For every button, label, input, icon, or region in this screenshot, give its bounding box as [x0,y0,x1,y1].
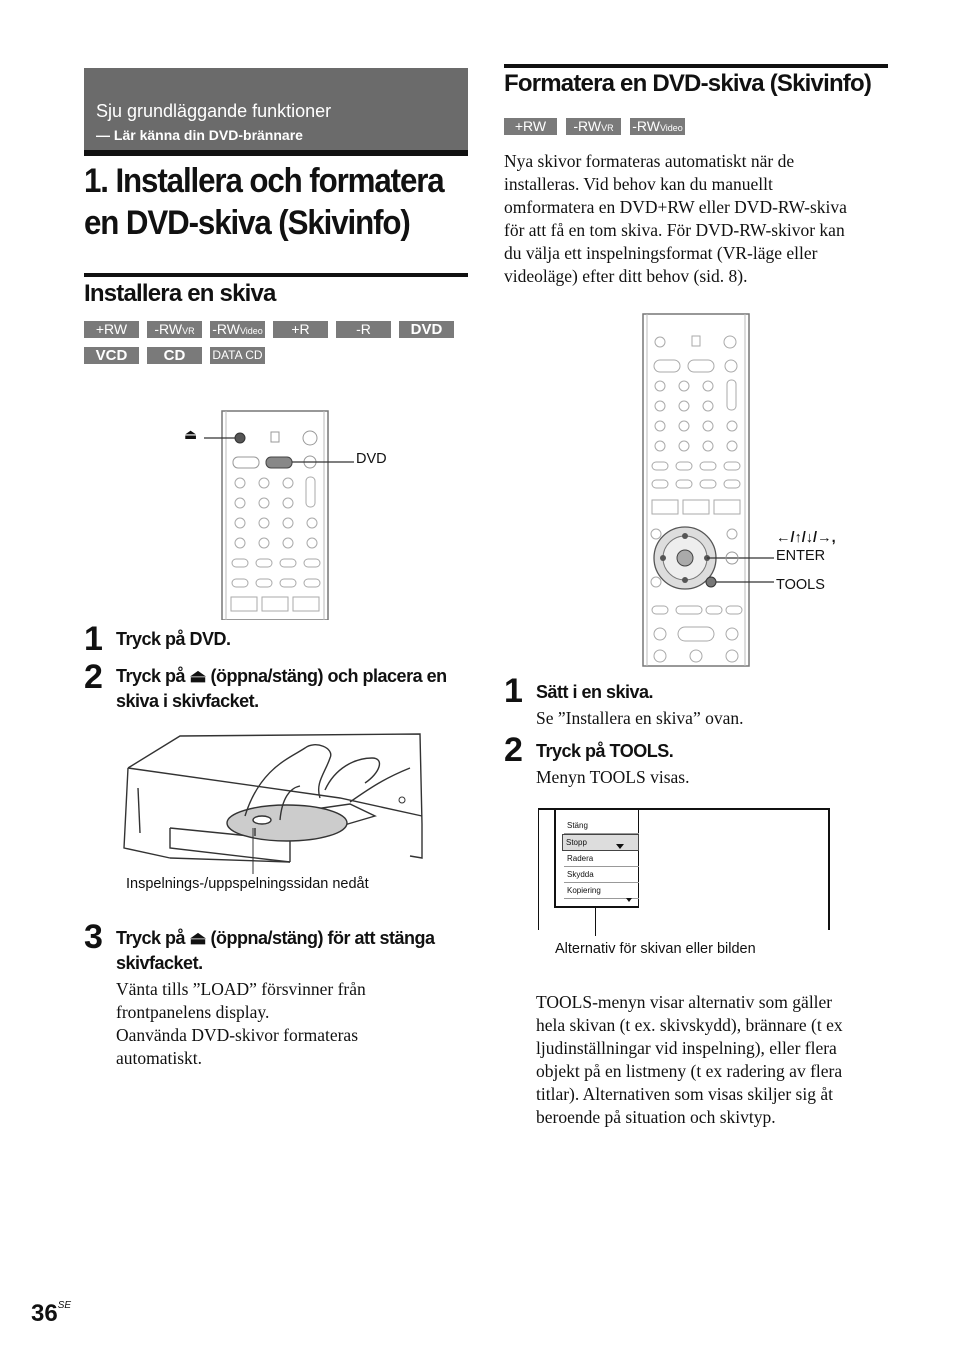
step-number: 1 [504,672,523,710]
body-line: hela skivan (t ex. skivskydd), brännare (t ex [536,1015,843,1035]
badge-data-cd [210,347,265,364]
step-text: Tryck på DVD. [116,629,231,649]
badge-text: -R [356,321,371,337]
body-line: Vänta tills ”LOAD” försvinner från [116,979,366,999]
badge-sub: VR [601,123,614,133]
badge-minus-rw-vr [566,118,621,135]
page-number [31,1300,71,1328]
selection-caret-icon [616,844,624,849]
body-line: Nya skivor formateras automatiskt när de [504,151,795,171]
badge-text: DVD [410,321,443,338]
body-line: frontpanelens display. [116,1002,270,1022]
body-line: videoläge) efter ditt behov (sid. 8). [504,266,748,286]
badge-text: -RW [212,321,240,337]
remote-illustration-left [170,405,430,620]
callout-line [595,906,596,936]
screen-left-edge [538,808,539,930]
step-body: Menyn TOOLS visas. [536,767,690,787]
tools-outro [536,991,896,1129]
badge-dvd [399,321,454,338]
body-line: Oanvända DVD-skivor formateras [116,1025,359,1045]
right-section-rule [504,64,888,68]
step-text: Tryck på TOOLS. [536,741,674,761]
badge-text: -RW [632,118,660,134]
body-line: installeras. Vid behov kan du manuellt [504,174,773,194]
tools-menu-screen [538,808,830,932]
step-number: 2 [84,658,103,696]
body-line: beroende på situation och skivtyp. [536,1107,776,1127]
badge-text: -RW [573,118,602,134]
remote-illustration-right [640,312,780,668]
page-title-line-1: 1. Installera och formatera [84,162,444,200]
page-number-suffix: SE [57,1300,72,1311]
step-number: 2 [504,731,523,769]
step-body: Se ”Installera en skiva” ovan. [536,708,744,728]
badge-plus-rw [504,118,557,135]
badge-minus-rw-video [210,321,265,338]
section-header [84,68,468,150]
badge-text: +R [291,321,310,337]
badge-text: CD [163,347,186,364]
badge-cd [147,347,202,364]
body-line: TOOLS-menyn visar alternativ som gäller [536,992,833,1012]
step-text: Sätt i en skiva. [536,682,654,702]
page-title-line-2: en DVD-skiva (Skivinfo) [84,204,410,242]
menu-item-radera[interactable]: Radera [564,851,639,867]
format-heading: Formatera en DVD-skiva (Skivinfo) [504,70,872,97]
badge-text: +RW [514,118,547,134]
install-heading: Installera en skiva [84,280,276,307]
dvd-button-label: DVD [356,451,387,467]
badge-sub: Video [659,123,683,133]
badge-plus-rw [84,321,139,338]
screen-right-edge [828,808,830,930]
badge-minus-rw-video [630,118,685,135]
header-rule [84,150,468,156]
badge-text: -RW [154,321,183,337]
body-line: omformatera en DVD+RW eller DVD-RW-skiva [504,197,847,217]
body-line: automatiskt. [116,1048,203,1068]
arrow-keys-label: ←/↑/↓/→, [776,530,836,546]
tools-label: TOOLS [776,577,825,593]
body-line: objekt på en listmeny (t ex radering av flera [536,1061,843,1081]
enter-label: ENTER [776,548,826,564]
section-subtitle: — Lär känna din DVD-brännare [96,127,303,143]
badge-sub: Video [239,326,263,336]
step-number: 3 [84,918,103,956]
badge-plus-r [273,321,328,338]
badge-text: +RW [95,321,128,337]
step-3-body [116,978,366,1070]
body-line: titlar). Alternativen som visas skiljer sig åt [536,1084,833,1104]
body-line: för att få en tom skiva. För DVD-RW-skivor kan [504,220,845,240]
eject-icon: ⏏ [184,426,198,442]
menu-item-kopiering[interactable]: Kopiering [564,883,639,899]
format-intro [504,150,894,288]
disc-tray-illustration [110,728,440,874]
step-text: Tryck på ⏏ (öppna/stäng) och placera en skiva i skivfacket. [116,666,447,711]
body-line: du välja ett inspelningsformat (VR-läge eller [504,243,818,263]
badge-minus-r [336,321,391,338]
badge-minus-rw-vr [147,321,202,338]
badge-vcd [84,347,139,364]
step-text: Tryck på ⏏ (öppna/stäng) för att stänga skivfacket. [116,928,435,973]
badge-text: VCD [95,347,128,364]
section-rule [84,273,468,277]
body-line: ljudinställningar vid inspelning), eller flera [536,1038,837,1058]
scroll-down-icon[interactable] [626,898,632,902]
section-title: Sju grundläggande funktioner [96,101,332,121]
menu-item-stang[interactable]: Stäng [564,818,639,834]
tools-menu [554,810,639,908]
tray-caption: Inspelnings-/uppspelningssidan nedåt [126,876,369,892]
page-number-value: 36 [31,1300,58,1327]
page-title [84,160,452,244]
menu-caption: Alternativ för skivan eller bilden [555,941,756,957]
badge-text: DATA CD [212,348,263,362]
step-number: 1 [84,620,103,658]
badge-sub: VR [182,326,195,336]
menu-item-stopp[interactable]: Stopp [562,834,639,851]
menu-item-skydda[interactable]: Skydda [564,867,639,883]
